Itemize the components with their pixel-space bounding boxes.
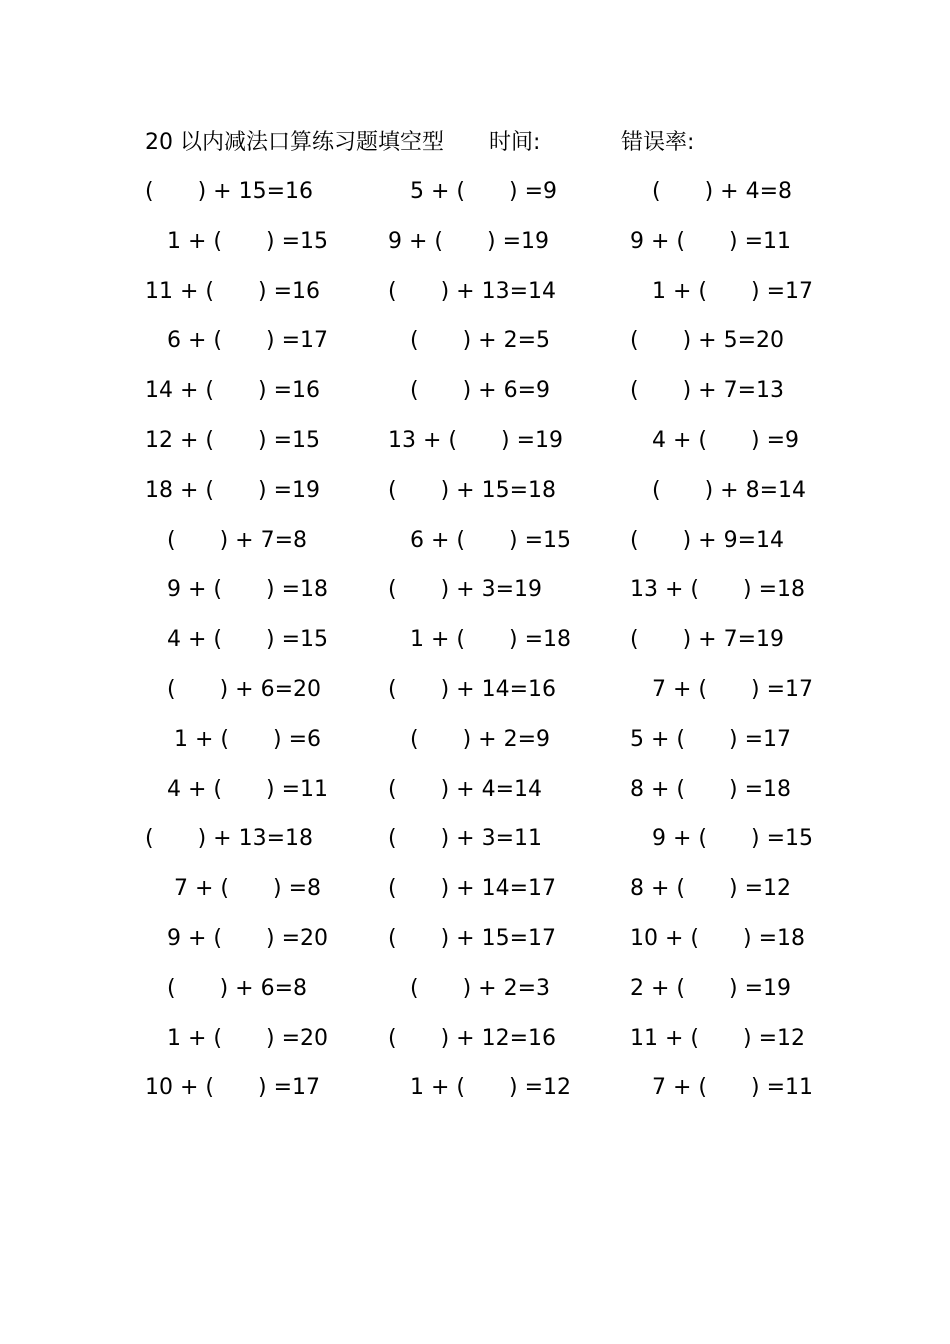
error-rate-label: 错误率: bbox=[621, 130, 695, 155]
exercise-problem: ( ) + 6=8 bbox=[145, 975, 308, 1001]
exercise-problem: ( ) + 3=19 bbox=[388, 577, 543, 603]
exercise-problem: ( ) + 12=16 bbox=[388, 1025, 557, 1051]
exercise-problem: 18 + ( ) =19 bbox=[145, 477, 321, 503]
exercise-row bbox=[0, 572, 950, 622]
exercise-problem: ( ) + 3=11 bbox=[388, 826, 543, 852]
exercise-problem: 9 + ( ) =11 bbox=[630, 228, 792, 254]
exercise-row bbox=[0, 423, 950, 473]
exercise-problem: 9 + ( ) =19 bbox=[388, 228, 550, 254]
exercise-problem: 12 + ( ) =15 bbox=[145, 427, 321, 453]
exercise-problem: ( ) + 2=3 bbox=[388, 975, 551, 1001]
exercise-problem: ( ) + 9=14 bbox=[630, 527, 785, 553]
exercise-problem: 7 + ( ) =8 bbox=[145, 876, 322, 902]
exercise-problem: ( ) + 15=18 bbox=[388, 477, 557, 503]
exercise-row bbox=[0, 821, 950, 871]
exercise-problem: 1 + ( ) =17 bbox=[630, 278, 814, 304]
exercise-row bbox=[0, 224, 950, 274]
exercise-problem: ( ) + 15=16 bbox=[145, 179, 314, 204]
exercise-problem: ( ) + 14=16 bbox=[388, 676, 557, 702]
exercise-row bbox=[0, 772, 950, 822]
exercise-problem: ( ) + 2=9 bbox=[388, 726, 551, 752]
exercise-problem: 13 + ( ) =19 bbox=[388, 427, 564, 453]
exercise-problem: 10 + ( ) =17 bbox=[145, 1075, 321, 1101]
exercise-row bbox=[0, 174, 950, 224]
exercise-problem: ( ) + 8=14 bbox=[630, 477, 807, 503]
exercise-problem: ( ) + 4=8 bbox=[630, 179, 793, 204]
exercise-row bbox=[0, 622, 950, 672]
exercise-problem: 2 + ( ) =19 bbox=[630, 975, 792, 1001]
exercise-problem: 6 + ( ) =17 bbox=[145, 328, 329, 354]
exercise-problem: ( ) + 15=17 bbox=[388, 925, 557, 951]
exercise-problem: 1 + ( ) =12 bbox=[388, 1075, 572, 1101]
exercise-problem: ( ) + 14=17 bbox=[388, 876, 557, 902]
exercise-problem: 6 + ( ) =15 bbox=[388, 527, 572, 553]
worksheet-title: 20 以内减法口算练习题填空型 bbox=[145, 130, 444, 155]
exercise-row bbox=[0, 473, 950, 523]
exercise-row bbox=[0, 523, 950, 573]
exercise-row bbox=[0, 871, 950, 921]
time-label: 时间: bbox=[489, 130, 541, 155]
exercise-grid bbox=[0, 174, 950, 1120]
exercise-problem: 11 + ( ) =16 bbox=[145, 278, 321, 304]
exercise-problem: ( ) + 13=18 bbox=[145, 826, 314, 852]
exercise-row bbox=[0, 1021, 950, 1071]
exercise-row bbox=[0, 1070, 950, 1120]
exercise-problem: 1 + ( ) =20 bbox=[145, 1025, 329, 1051]
exercise-problem: 8 + ( ) =18 bbox=[630, 776, 792, 802]
exercise-problem: ( ) + 6=9 bbox=[388, 378, 551, 404]
exercise-row bbox=[0, 971, 950, 1021]
exercise-problem: 5 + ( ) =9 bbox=[388, 179, 558, 204]
exercise-problem: 7 + ( ) =11 bbox=[630, 1075, 814, 1101]
exercise-problem: 11 + ( ) =12 bbox=[630, 1025, 806, 1051]
exercise-row bbox=[0, 921, 950, 971]
exercise-problem: ( ) + 13=14 bbox=[388, 278, 557, 304]
exercise-problem: 9 + ( ) =18 bbox=[145, 577, 329, 603]
exercise-problem: 1 + ( ) =6 bbox=[145, 726, 322, 752]
exercise-problem: 4 + ( ) =9 bbox=[630, 427, 800, 453]
exercise-problem: 9 + ( ) =15 bbox=[630, 826, 814, 852]
exercise-row bbox=[0, 722, 950, 772]
exercise-row bbox=[0, 274, 950, 324]
exercise-problem: 4 + ( ) =15 bbox=[145, 627, 329, 653]
exercise-problem: ( ) + 7=19 bbox=[630, 627, 785, 653]
exercise-problem: ( ) + 4=14 bbox=[388, 776, 543, 802]
exercise-problem: 14 + ( ) =16 bbox=[145, 378, 321, 404]
exercise-problem: 5 + ( ) =17 bbox=[630, 726, 792, 752]
exercise-problem: ( ) + 7=13 bbox=[630, 378, 785, 404]
worksheet-header bbox=[145, 126, 845, 160]
exercise-problem: ( ) + 5=20 bbox=[630, 328, 785, 354]
exercise-problem: 1 + ( ) =15 bbox=[145, 228, 329, 254]
exercise-row bbox=[0, 323, 950, 373]
exercise-problem: ( ) + 2=5 bbox=[388, 328, 551, 354]
exercise-row bbox=[0, 373, 950, 423]
exercise-problem: 7 + ( ) =17 bbox=[630, 676, 814, 702]
exercise-problem: ( ) + 6=20 bbox=[145, 676, 322, 702]
exercise-problem: 10 + ( ) =18 bbox=[630, 925, 806, 951]
exercise-problem: 1 + ( ) =18 bbox=[388, 627, 572, 653]
exercise-problem: 9 + ( ) =20 bbox=[145, 925, 329, 951]
exercise-problem: ( ) + 7=8 bbox=[145, 527, 308, 553]
exercise-row bbox=[0, 672, 950, 722]
exercise-problem: 13 + ( ) =18 bbox=[630, 577, 806, 603]
exercise-problem: 4 + ( ) =11 bbox=[145, 776, 329, 802]
exercise-problem: 8 + ( ) =12 bbox=[630, 876, 792, 902]
